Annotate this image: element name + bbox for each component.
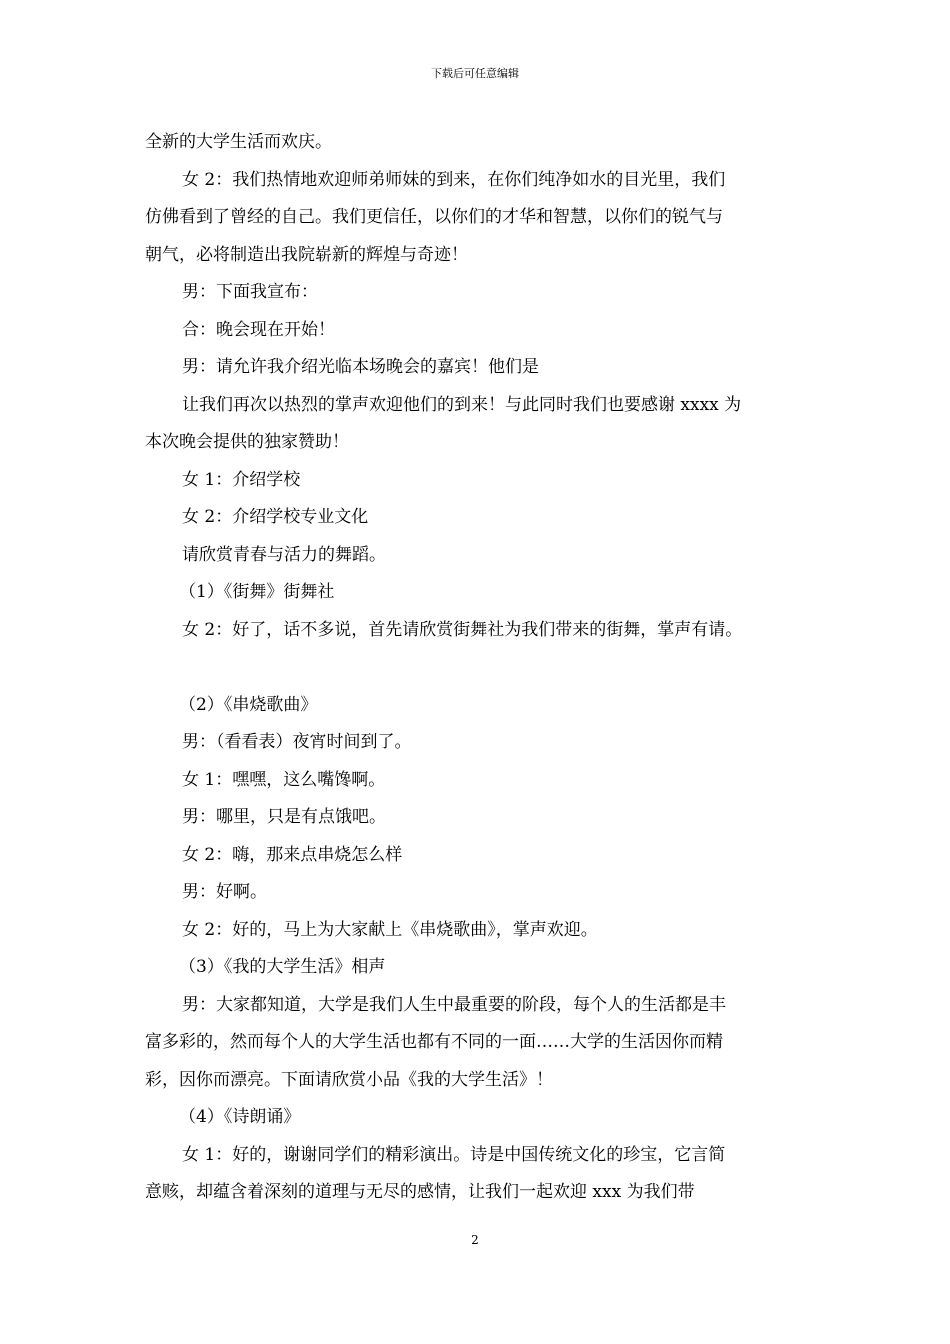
paragraph-line: 男：（看看表）夜宵时间到了。 [182, 732, 412, 752]
paragraph-line: 朝气，必将制造出我院崭新的辉煌与奇迹！ [145, 244, 468, 265]
paragraph-line: （4）《诗朗诵》 [179, 1107, 301, 1127]
paragraph-line: 男：大家都知道，大学是我们人生中最重要的阶段，每个人的生活都是丰 [182, 994, 726, 1015]
paragraph-line: 全新的大学生活而欢庆。 [145, 132, 332, 152]
paragraph-line: 女 1：嘿嘿，这么嘴馋啊。 [182, 769, 386, 790]
paragraph-line: 男：请允许我介绍光临本场晚会的嘉宾！他们是 [182, 357, 539, 377]
paragraph-line: 男：哪里，只是有点饿吧。 [182, 807, 386, 827]
paragraph-line: 女 2：好的，马上为大家献上《串烧歌曲》，掌声欢迎。 [182, 919, 598, 940]
paragraph-line: （3）《我的大学生活》相声 [179, 957, 386, 977]
paragraph-line: 女 1：介绍学校 [182, 469, 301, 490]
paragraph-line: 彩，因你而漂亮。下面请欣赏小品《我的大学生活》！ [145, 1069, 553, 1090]
paragraph-line: 合：晚会现在开始！ [182, 319, 335, 340]
paragraph-line: 女 2：介绍学校专业文化 [182, 507, 369, 527]
page-header: 下载后可任意编辑 [431, 67, 519, 80]
paragraph-line: 仿佛看到了曾经的自己。我们更信任，以你们的才华和智慧，以你们的锐气与 [145, 207, 723, 227]
page-number: 2 [471, 1233, 479, 1247]
paragraph-line: 女 2：好了，话不多说，首先请欣赏街舞社为我们带来的街舞，掌声有请。 [182, 619, 743, 640]
paragraph-line: 让我们再次以热烈的掌声欢迎他们的到来！与此同时我们也要感谢 xxxx 为 [182, 394, 742, 415]
paragraph-line: 女 1：好的，谢谢同学们的精彩演出。诗是中国传统文化的珍宝，它言简 [182, 1144, 726, 1165]
paragraph-line: （1）《街舞》街舞社 [179, 582, 335, 602]
paragraph-line: 本次晚会提供的独家赞助！ [145, 432, 349, 452]
paragraph-line: 请欣赏青春与活力的舞蹈。 [182, 544, 386, 565]
paragraph-line: 富多彩的，然而每个人的大学生活也都有不同的一面……大学的生活因你而精 [145, 1032, 723, 1052]
paragraph-line: 女 2：我们热情地欢迎师弟师妹的到来，在你们纯净如水的目光里，我们 [182, 169, 726, 190]
paragraph-line: 男：下面我宣布： [182, 282, 318, 302]
paragraph-line: 意赅，却蕴含着深刻的道理与无尽的感情，让我们一起欢迎 xxx 为我们带 [145, 1182, 695, 1202]
paragraph-line: 男：好啊。 [182, 882, 267, 902]
paragraph-line: 女 2：嗨，那来点串烧怎么样 [182, 844, 403, 865]
blank-line [145, 649, 815, 687]
document-body [145, 124, 815, 1212]
paragraph-line: （2）《串烧歌曲》 [179, 694, 318, 715]
